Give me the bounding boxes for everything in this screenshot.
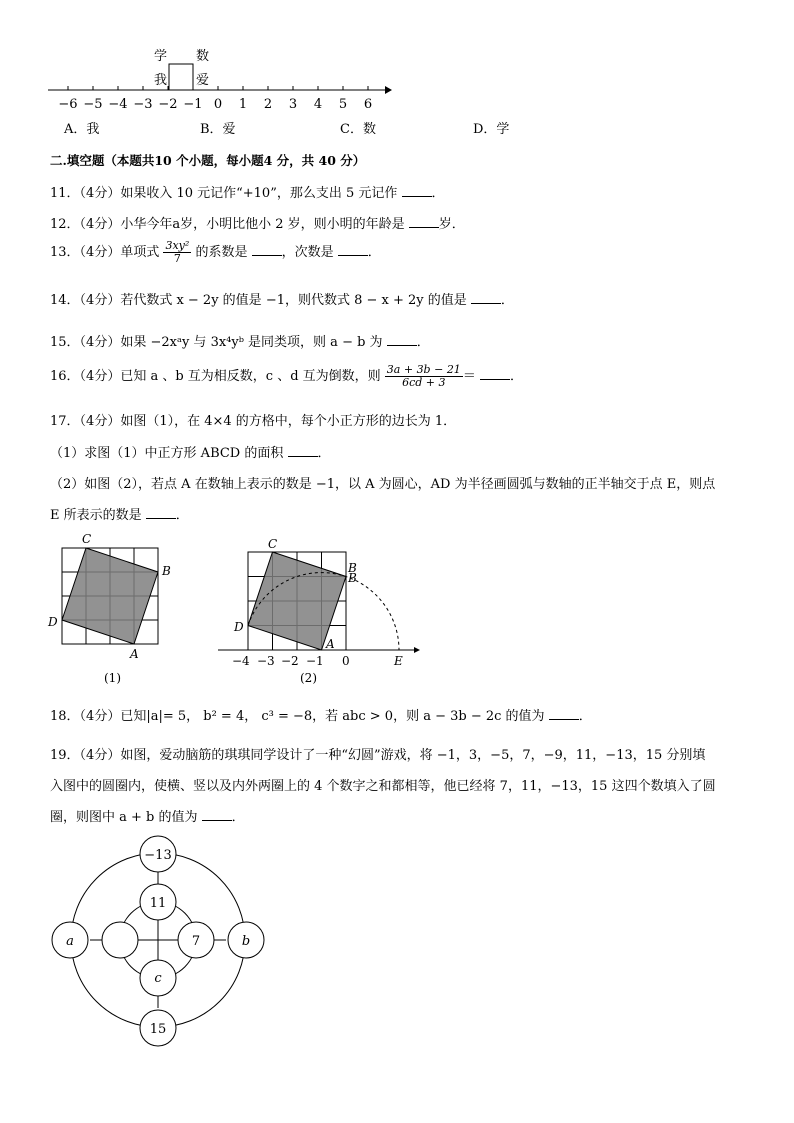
- section-title: 二.填空题（本题共10 个小题，每小题4 分，共 40 分）: [50, 153, 366, 168]
- circle-inner-top-value: 11: [149, 896, 167, 911]
- option-b[interactable]: B．爱: [200, 122, 236, 137]
- answer-blank: [549, 709, 579, 720]
- point-e-label: E: [394, 654, 403, 668]
- tick-label: −1: [306, 654, 324, 668]
- tick-label: −6: [58, 97, 78, 112]
- tick-label: −1: [183, 97, 203, 112]
- question-12: 12．（4分）小华今年a岁，小明比他小 2 岁，则小明的年龄是 岁．: [50, 217, 465, 232]
- answer-blank: [338, 245, 368, 256]
- square-abcd: [248, 552, 346, 650]
- circle-top-value: −13: [144, 848, 172, 863]
- magic-circle-figure: [48, 832, 270, 1054]
- folded-box: [169, 64, 193, 90]
- question-17-part-1: （1）求图（1）中正方形 ABCD 的面积 ．: [50, 446, 331, 461]
- tick-label: −4: [232, 654, 250, 668]
- question-19-line-1: 19．（4分）如图，爱动脑筋的琪琪同学设计了一种“幻圆”游戏，将 −1，3，−5，7，−9，11，−13，15 分别填: [50, 748, 706, 763]
- answer-blank: [252, 245, 282, 256]
- tick-label: −3: [257, 654, 275, 668]
- option-a[interactable]: A．我: [64, 122, 100, 137]
- question-17-part-2-cont: E 所表示的数是 ．: [50, 508, 189, 523]
- question-15: 15．（4分）如果 −2xᵃy 与 3x⁴yᵇ 是同类项，则 a − b 为 ．: [50, 335, 430, 350]
- tick-label: 6: [363, 97, 373, 112]
- tick-label: 0: [213, 97, 223, 112]
- tick-label: −2: [281, 654, 299, 668]
- answer-blank: [202, 810, 232, 821]
- point-d-label: D: [234, 620, 244, 634]
- answer-blank: [146, 508, 176, 519]
- point-d-label: D: [48, 615, 58, 629]
- question-14: 14．（4分）若代数式 x − 2y 的值是 −1，则代数式 8 − x + 2y 的值是 ．: [50, 293, 514, 308]
- question-16: 16．（4分）已知 a 、b 互为相反数，c 、d 互为倒数，则 $\frac{3a + 3b - 21}{6cd + 3}$ ＝ ．: [50, 363, 523, 389]
- option-d[interactable]: D．学: [473, 122, 510, 137]
- circle-bottom-value: 15: [149, 1022, 167, 1037]
- fraction: $\frac{3a + 3b - 21}{6cd + 3}$: [386, 363, 461, 389]
- question-17: 17．（4分）如图（1），在 4×4 的方格中，每个小正方形的边长为 1．: [50, 414, 457, 429]
- question-19-line-2: 入图中的圆圈内，使横、竖以及内外两圈上的 4 个数字之和都相等，他已经将 7，11，−13，15 这四个数填入了圆: [50, 779, 716, 794]
- figure-1-caption: (1): [104, 671, 121, 685]
- circle-right-value: b: [241, 934, 251, 949]
- answer-blank: [387, 335, 417, 346]
- tick-label: 0: [342, 654, 350, 668]
- figure-2-caption: (2): [300, 671, 317, 685]
- question-19-line-3: 圈，则图中 a + b 的值为 ．: [50, 810, 245, 825]
- answer-blank: [288, 446, 318, 457]
- tick-label: 2: [263, 97, 273, 112]
- tick-label: 5: [338, 97, 348, 112]
- answer-blank: [480, 369, 510, 380]
- point-b-label: B: [162, 564, 171, 578]
- answer-blank: [402, 186, 432, 197]
- figure-1-grid: [44, 530, 184, 690]
- tick-label: 4: [313, 97, 323, 112]
- point-b-label-2: B: [348, 571, 357, 585]
- answer-blank: [471, 293, 501, 304]
- tick-label: −5: [83, 97, 103, 112]
- figure-2-grid: [214, 530, 424, 690]
- square-abcd: [62, 548, 158, 644]
- circle-inner-right-value: 7: [191, 934, 201, 949]
- answer-blank: [409, 217, 439, 228]
- question-11: 11．（4分）如果收入 10 元记作“+10”，那么支出 5 元记作 ．: [50, 186, 445, 201]
- point-c-label: C: [268, 537, 278, 551]
- label-xue: 学: [154, 49, 168, 64]
- tick-label: −2: [158, 97, 178, 112]
- question-13: 13．（4分）单项式 $\frac{\text{3xy²}}{7}$ 的系数是 ，次数是 ．: [50, 239, 381, 265]
- label-wo: 我: [154, 73, 168, 88]
- label-shu: 数: [196, 49, 210, 64]
- point-a-label: A: [326, 637, 335, 651]
- number-line-figure: [40, 40, 400, 120]
- label-ai: 爱: [196, 73, 210, 88]
- point-a-label: A: [130, 647, 139, 661]
- circle-left-value: a: [66, 934, 74, 949]
- point-b-label: B: [348, 561, 357, 575]
- option-c[interactable]: C．数: [340, 122, 376, 137]
- tick-label: −3: [133, 97, 153, 112]
- point-c-label: C: [82, 532, 92, 546]
- axis-arrow: [385, 86, 392, 94]
- question-18: 18．（4分）已知|a|= 5， b² = 4， c³ = −8，若 abc > 0，则 a − 3b − 2c 的值为 ．: [50, 709, 592, 724]
- tick-label: 3: [288, 97, 298, 112]
- axis-arrow: [414, 647, 420, 653]
- fraction: $\frac{\text{3xy²}}{7}$: [165, 239, 190, 265]
- tick-label: 1: [238, 97, 248, 112]
- question-17-part-2: （2）如图（2），若点 A 在数轴上表示的数是 −1，以 A 为圆心，AD 为半径画圆弧与数轴的正半轴交于点 E，则点: [50, 477, 716, 492]
- tick-label: −4: [108, 97, 128, 112]
- circle-inner-bottom-value: c: [154, 971, 162, 986]
